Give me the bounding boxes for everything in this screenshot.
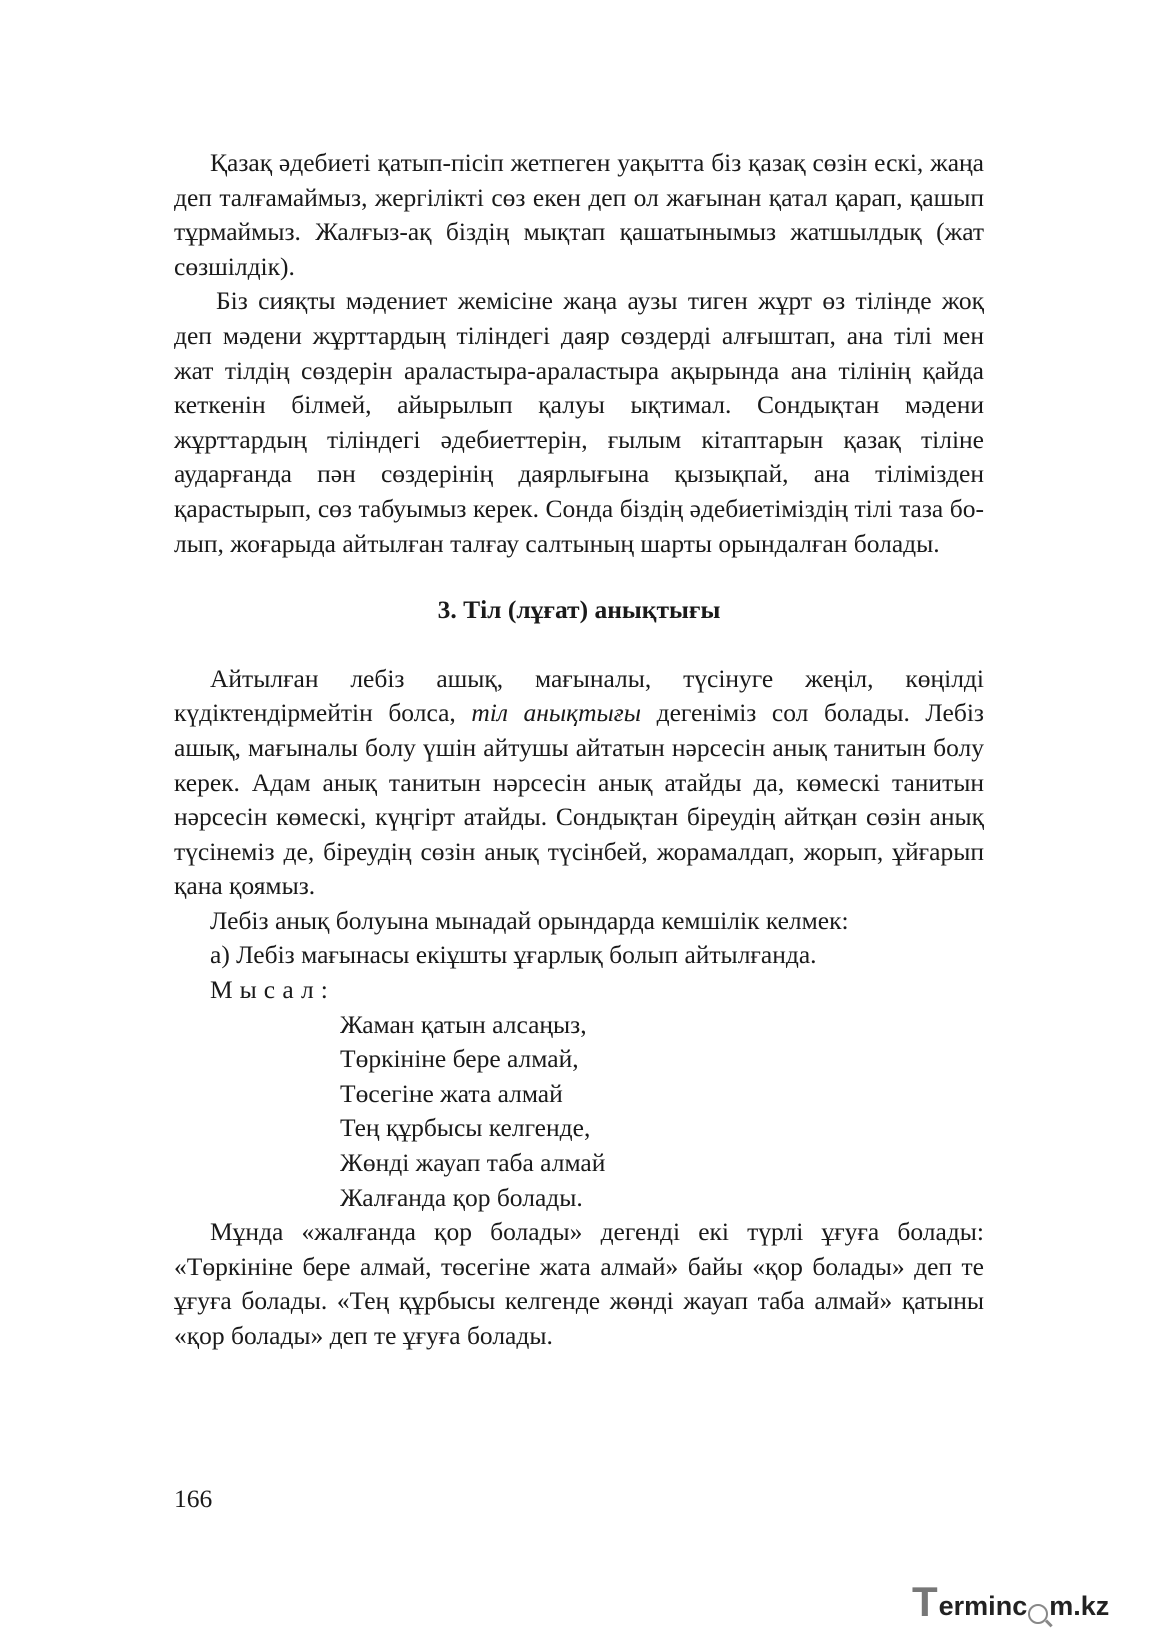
paragraph-4: Мұнда «жалғанда қор болады» дегенді екі түрлі ұғуға болады: «Төркініне бере алмай, төсегіне жата алмай» байы «қор болады» деп те ұғуға болады. «Тең құрбысы келгенде жөнді жауап таба алмай» қатыны «қор болады» деп те ұғуға болады. [174,1217,984,1350]
poem-line: Төркініне бере алмай, [340,1044,579,1074]
watermark-text-a: ermin [938,1591,1013,1621]
paragraph-1: Қазақ әдебиеті қатып-пісіп жетпеген уақытта біз қазақ сөзін ескі, жаңа деп талғамаймыз, жергілікті сөз екен деп ол жағынан қатал қарап, қашып тұрмаймыз. Жалғыз-ақ біздің мықтап қашатынымыз жатшылдық (жат сөзшілдік). [174,148,984,281]
page-number: 166 [174,1484,213,1513]
site-watermark-logo [912,1578,1110,1625]
paragraph-2: Біз сияқты мәдениет жемісіне жаңа аузы тиген жұрт өз тілінде жоқ деп мәдени жұрттардың тіліндегі даяр сөздерді алғыштап, ана тілі мен жат тілдің сөздерін араластыра-араластыра ақырында ана тілінің қайда кеткенін білмей, айырылып қалуы ықтимал. Сондықтан мәдени жұрттардың тіліндегі әдебиеттерін, ғылым кітаптарын қазақ тіліне аударғанда пән сөздерінің даярлығына қызықпай, ана тілімізден қарастырып, сөз табуымыз керек. Сонда біздің әдебиетіміздің тілі таза болып, жоғарыда айтылған талғау салтының шарты орындалған болады. [174,286,984,558]
poem-line: Тең құрбысы келгенде, [340,1113,591,1143]
magnifier-icon [1028,1604,1048,1624]
paragraph-3-text-a: Айтылған лебіз ашық, мағыналы, түсінуге жеңіл, көңілді күдіктендірмейтін болса, [174,663,984,728]
watermark-t: T [912,1578,938,1625]
watermark-c: c [1012,1591,1028,1621]
paragraph-3 [174,662,984,904]
line-2: а) Лебіз мағынасы екіұшты ұғарлық болып айтылғанда. [210,940,817,970]
paragraph-3-text-b: дегеніміз сол болады. Лебіз ашық, мағыналы болу үшін айтушы айтатын нәрсесін анық танитын болу керек. Адам анық танитын нәрсесін анық атайды да, көмескі танитын нәрсесін көмескі, күңгірт атайды. Сондықтан біреудің айтқан сөзін анық түсінеміз де, біреудің сөзін анық түсінбей, жорамалдап, жорып, ұйғарып қана қоямыз. [174,698,984,901]
section-heading: 3. Тіл (лұғат) анықтығы [437,595,721,625]
poem-line: Жөнді жауап таба алмай [340,1148,606,1178]
example-label: Мысал: [210,975,335,1005]
watermark-text-b: m.kz [1049,1591,1110,1621]
line-1: Лебіз анық болуына мынадай орындарда кемшілік келмек: [210,905,849,935]
poem-line: Жалғанда қор болады. [340,1182,583,1212]
poem-line: Жаман қатын алсаңыз, [340,1009,587,1039]
italic-term: тіл анықтығы [471,698,642,728]
poem-line: Төсегіне жата алмай [340,1078,563,1108]
page-content [174,146,984,1354]
poem-block [174,1008,984,1216]
